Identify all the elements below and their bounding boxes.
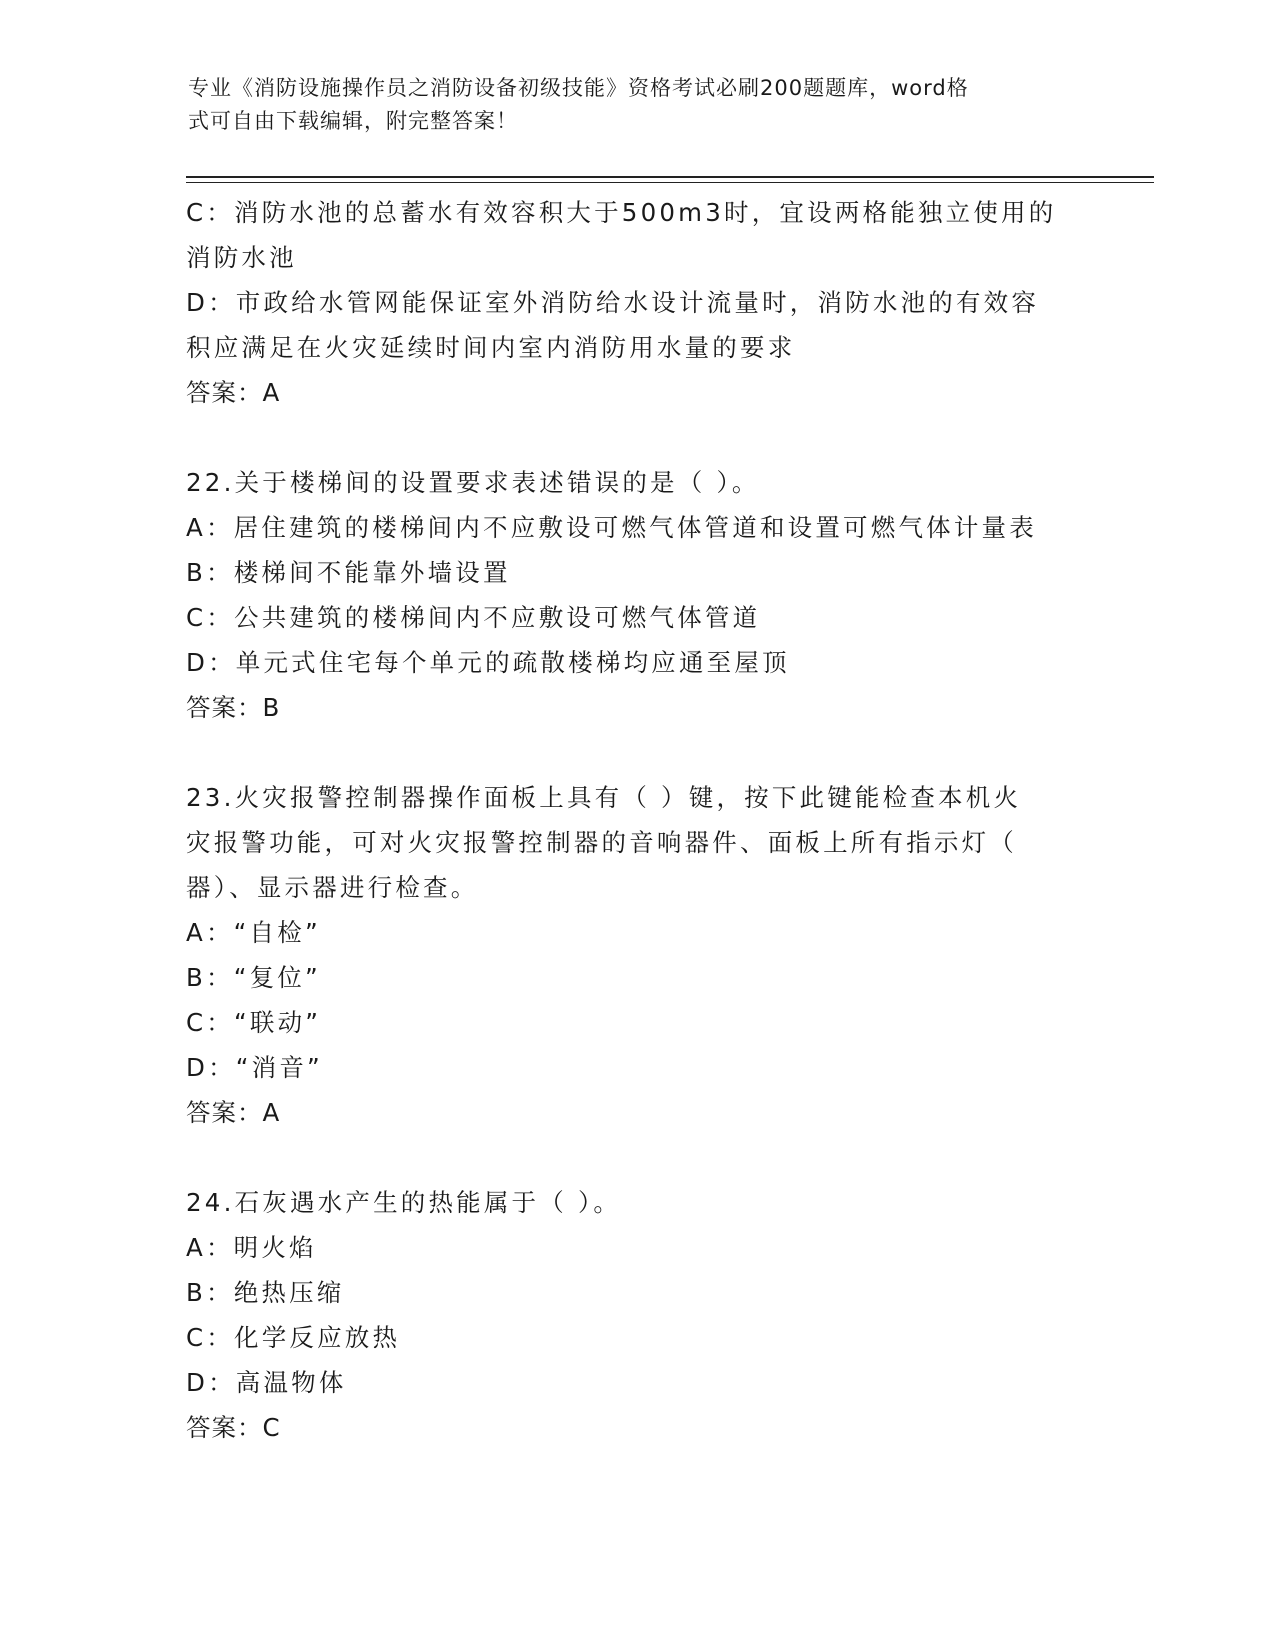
spacer (186, 415, 1086, 460)
answer: 答案：A (186, 378, 281, 407)
question-stem-continued: 器）、显示器进行检查。 (186, 873, 479, 902)
question-stem-continued: 灾报警功能，可对火灾报警控制器的音响器件、面板上所有指示灯（ (186, 828, 1017, 857)
option-c: C：化学反应放热 (186, 1323, 401, 1352)
option-d: D：“消音” (186, 1053, 323, 1082)
option-c: C：“联动” (186, 1008, 322, 1037)
option-d: D：高温物体 (186, 1368, 347, 1397)
option-c: C：消防水池的总蓄水有效容积大于500m3时，宜设两格能独立使用的 (186, 198, 1057, 227)
option-b: B：“复位” (186, 963, 321, 992)
option-a: A：明火焰 (186, 1233, 317, 1262)
answer: 答案：A (186, 1098, 281, 1127)
question-24 (186, 1180, 1086, 1450)
question-23 (186, 775, 1086, 1135)
question-stem: 24.石灰遇水产生的热能属于（ ）。 (186, 1188, 622, 1217)
question-stem: 22.关于楼梯间的设置要求表述错误的是（ ）。 (186, 468, 760, 497)
header-divider-thin (186, 182, 1154, 183)
spacer (186, 730, 1086, 775)
option-d-continued: 积应满足在火灾延续时间内室内消防用水量的要求 (186, 333, 796, 362)
header-title-line-2: 式可自由下载编辑，附完整答案！ (188, 109, 518, 133)
document-header (188, 72, 1068, 138)
question-content (186, 190, 1086, 1450)
option-c-continued: 消防水池 (186, 243, 297, 272)
answer: 答案：B (186, 693, 281, 722)
option-c: C：公共建筑的楼梯间内不应敷设可燃气体管道 (186, 603, 761, 632)
answer: 答案：C (186, 1413, 281, 1442)
header-title-line-1: 专业《消防设施操作员之消防设备初级技能》资格考试必刷200题题库，word格 (188, 76, 969, 100)
question-21-continued (186, 190, 1086, 415)
option-a: A：居住建筑的楼梯间内不应敷设可燃气体管道和设置可燃气体计量表 (186, 513, 1037, 542)
option-b: B：楼梯间不能靠外墙设置 (186, 558, 511, 587)
option-d: D：市政给水管网能保证室外消防给水设计流量时，消防水池的有效容 (186, 288, 1040, 317)
question-stem: 23.火灾报警控制器操作面板上具有（ ）键，按下此键能检查本机火 (186, 783, 1022, 812)
option-b: B：绝热压缩 (186, 1278, 345, 1307)
question-22 (186, 460, 1086, 730)
spacer (186, 1135, 1086, 1180)
option-a: A：“自检” (186, 918, 321, 947)
header-divider-thick (186, 176, 1154, 178)
option-d: D：单元式住宅每个单元的疏散楼梯均应通至屋顶 (186, 648, 790, 677)
